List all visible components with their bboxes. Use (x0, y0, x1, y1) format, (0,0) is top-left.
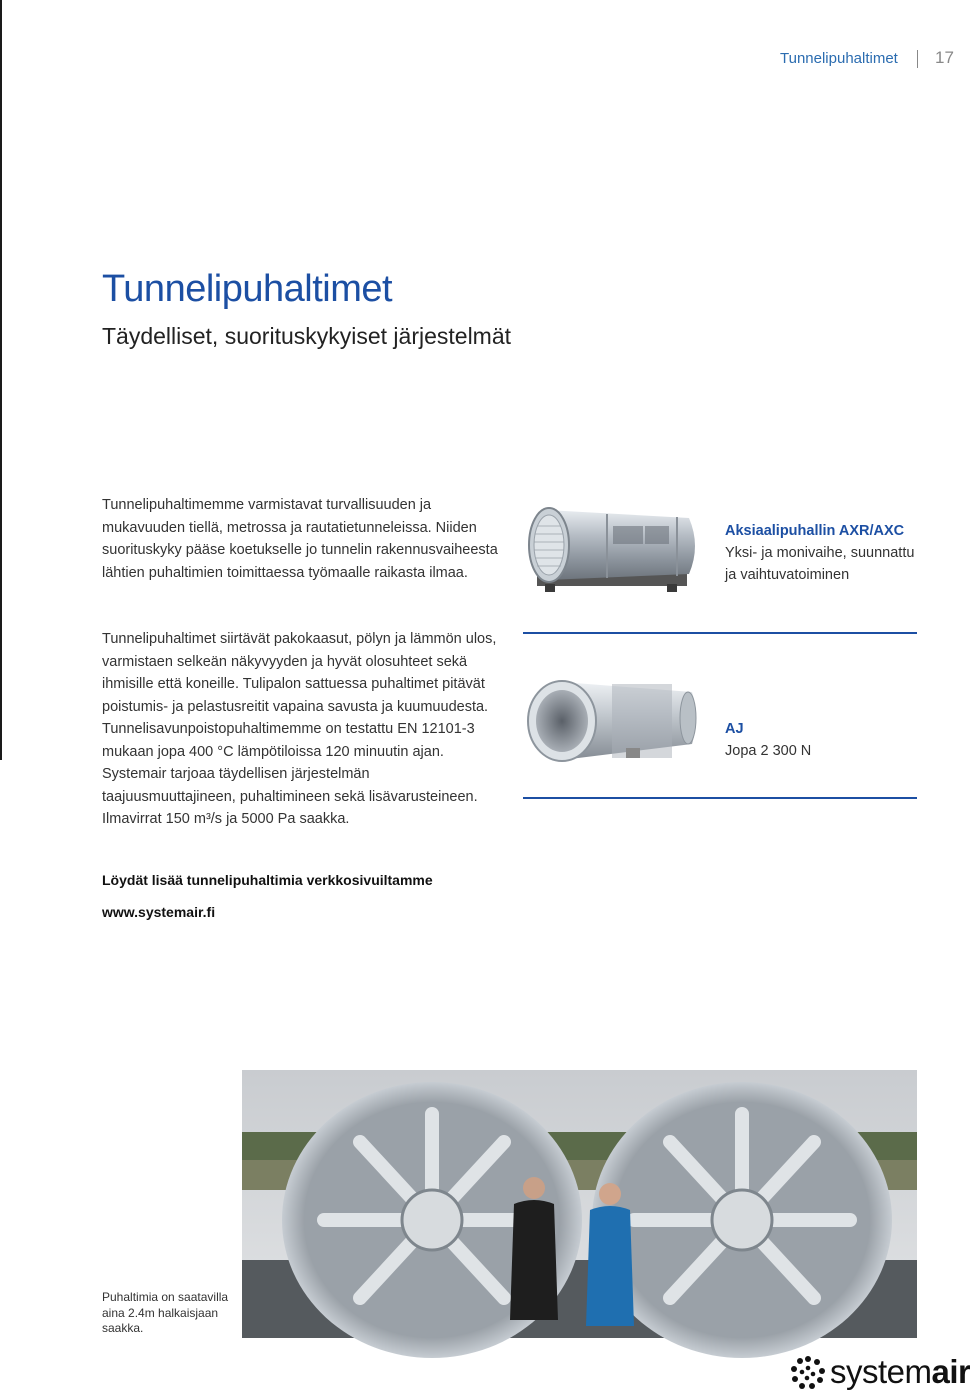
page-subtitle: Täydelliset, suorituskykyiset järjestelmät (102, 323, 512, 349)
page-number: 17 (935, 48, 954, 67)
logo-wordmark-part1: system (830, 1353, 932, 1390)
product-aj (725, 718, 925, 762)
product-name: Aksiaalipuhallin AXR/AXC (725, 523, 905, 539)
running-header-separator (917, 50, 918, 68)
product-description: Yksi- ja monivaihe, suunnattu ja vaihtuvatoiminen (725, 545, 915, 583)
systemair-logo-icon (790, 1355, 826, 1391)
page-title: Tunnelipuhaltimet (102, 268, 393, 310)
running-header (0, 48, 960, 72)
jet-fan-image (522, 668, 702, 770)
more-info-label: Löydät lisää tunnelipuhaltimia verkkosivuiltamme (102, 872, 433, 888)
product-description: Jopa 2 300 N (725, 743, 812, 759)
intro-paragraph: Tunnelipuhaltimemme varmistavat turvallisuuden ja mukavuuden tiellä, metrossa ja rautatietunneleissa. Niiden suorituskyky pääse koetukselle jo tunnelin rakennusvaiheesta lähtien puhaltimien toimittaessa työmaalle raikasta ilmaa. (102, 497, 498, 581)
tunnel-fans-photo (242, 1070, 917, 1338)
product-name: AJ (725, 721, 744, 737)
divider (523, 797, 917, 799)
product-axr-axc (725, 520, 925, 586)
running-header-title: Tunnelipuhaltimet (780, 50, 898, 67)
logo-wordmark (830, 1353, 970, 1391)
photo-caption: Puhaltimia on saatavilla aina 2.4m halkaisjaan saakka. (102, 1290, 229, 1335)
details-paragraph: Tunnelipuhaltimet siirtävät pakokaasut, pölyn ja lämmön ulos, varmistaen selkeän näkyvyyden ja hyvät olosuhteet sekä ihmisille että koneille. Tulipalon sattuessa puhaltimet pitävät poistumis- ja pelastusreitit vapaina savusta ja kuumuudesta. Tunnelisavunpoistopuhaltimemme on testattu EN 12101-3 mukaan jopa 400 °C lämpötiloissa 120 minuutin ajan. Systemair tarjoaa täydellisen järjestelmän taajuusmuuttajineen, puhaltimineen sekä lisävarusteineen. Ilmavirrat 150 m³/s ja 5000 Pa saakka. (102, 631, 497, 827)
systemair-logo (790, 1353, 970, 1394)
logo-wordmark-part2: air (931, 1353, 970, 1390)
website-link[interactable]: www.systemair.fi (102, 904, 216, 920)
axial-fan-image (517, 496, 709, 598)
left-margin-rule (0, 0, 2, 760)
divider (523, 632, 917, 634)
